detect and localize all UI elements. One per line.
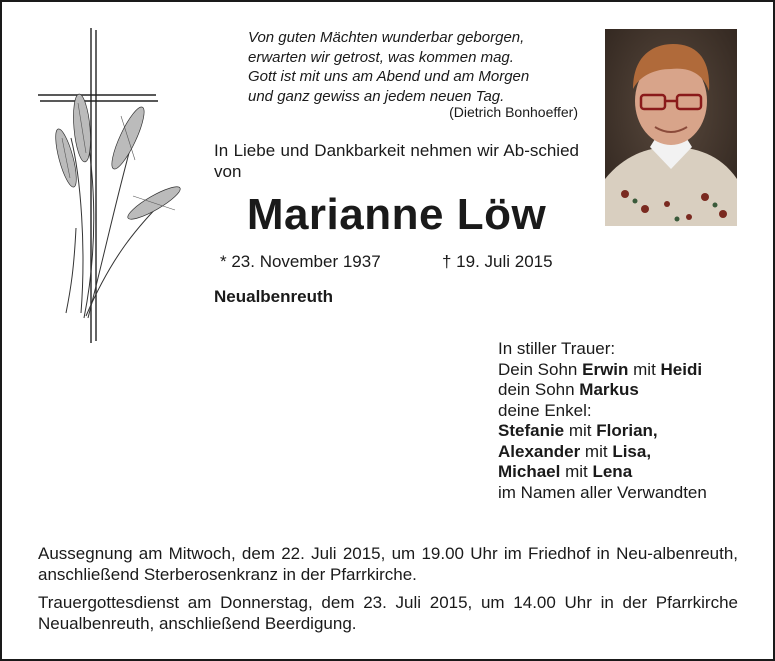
birth-date: * 23. November 1937 [220,252,381,271]
service-notice: Trauergottesdienst am Donnerstag, dem 23. Juli 2015, um 14.00 Uhr in der Pfarrkirche Neualbenreuth, anschließend Beerdigung. [38,593,738,633]
blessing-notice: Aussegnung am Mitwoch, dem 22. Juli 2015, um 19.00 Uhr im Friedhof in Neu-albenreuth, anschließend Sterberosenkranz in der Pfarrkirche. [38,544,738,584]
death-date: † 19. Juli 2015 [442,252,553,271]
cross-with-wheat-icon [36,28,196,348]
mourner-line: Alexander mit Lisa, [498,441,652,461]
mourners-heading: In stiller Trauer: [498,339,616,358]
mourner-line: Michael mit Lena [498,462,633,481]
mourners-block [498,339,707,503]
place: Neualbenreuth [214,287,334,306]
quote [248,28,578,106]
quote-line: und ganz gewiss an jedem neuen Tag. [248,87,505,105]
quote-line: Von guten Mächten wunderbar geborgen, [248,29,525,46]
mourner-line: dein Sohn Markus [498,380,639,399]
quote-line: Gott ist mit uns am Abend und am Morgen [248,68,530,85]
mourner-line: deine Enkel: [498,400,592,420]
portrait-photo [605,29,737,226]
deceased-name: Marianne Löw [246,190,547,239]
quote-author: (Dietrich Bonhoeffer) [449,104,578,120]
mourner-line: im Namen aller Verwandten [498,482,707,502]
mourner-line: Dein Sohn Erwin mit Heidi [498,359,703,379]
mourner-line: Stefanie mit Florian, [498,421,658,440]
quote-line: erwarten wir getrost, was kommen mag. [248,48,514,66]
intro-text: In Liebe und Dankbarkeit nehmen wir Ab-schied von [214,141,579,181]
